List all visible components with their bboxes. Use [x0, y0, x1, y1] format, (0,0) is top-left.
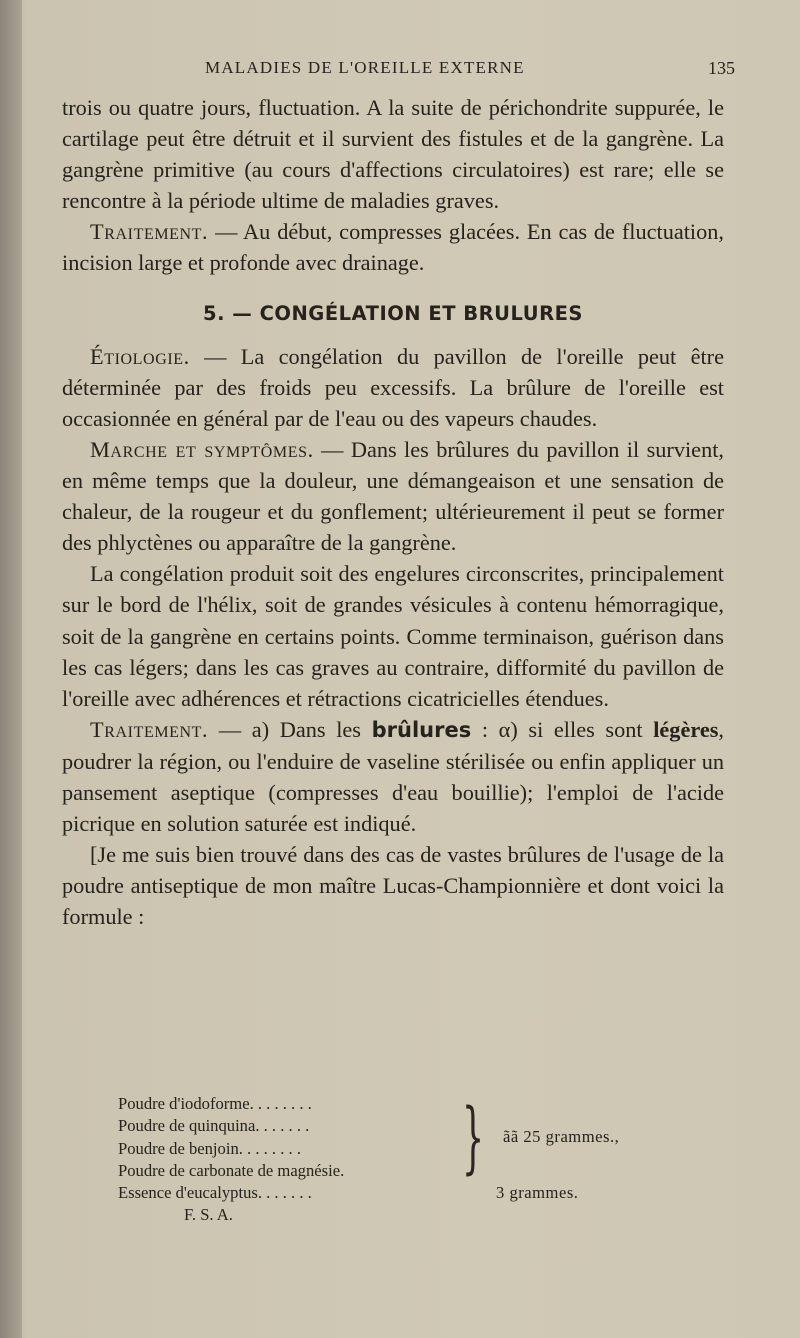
paragraph-etiologie: [62, 341, 724, 434]
paragraph-text: — La congélation du pavillon de l'oreille peut être déterminée par des froids peu excessifs. La brûlure de l'oreille est occasionnée en général par de l'eau ou des vapeurs chaudes.: [62, 343, 724, 431]
formula-signature: F. S. A.: [184, 1205, 233, 1225]
brace-icon: }: [461, 1093, 485, 1183]
formula-row: Essence d'eucalyptus. . . . . . .: [118, 1183, 312, 1203]
formula-table: [118, 1093, 678, 1227]
paragraph-text: , poudrer la région, ou l'enduire de vaseline stérilisée ou enfin appliquer un pansement aseptique (compresses d'eau bouillie); l'emploi de l'acide picrique en solution saturée est indiqué.: [62, 716, 724, 837]
paragraph-label: Étiologie.: [90, 343, 190, 369]
section-heading: 5. — CONGÉLATION ET BRULURES: [203, 301, 583, 325]
bold-term: brûlures: [371, 717, 472, 742]
paragraph-continuation: trois ou quatre jours, fluctuation. A la suite de périchondrite suppurée, le cartilage peut être détruit et il survient des fistules et de la gangrène. La gangrène primitive (au cours d'affections circulatoires) est rare; elle se rencontre à la période ultime de maladies graves.: [62, 95, 724, 214]
book-spine-shadow: [0, 0, 22, 1338]
paragraph-traitement-2: [62, 714, 724, 839]
paragraph-marche-symptomes: [62, 434, 724, 558]
paragraph-text: — Au début, compresses glacées. En cas de fluctuation, incision large et profonde avec drainage.: [62, 219, 724, 276]
formula-row: Poudre de carbonate de magnésie.: [118, 1160, 345, 1180]
paragraph-note: [Je me suis bien trouvé dans des cas de vastes brûlures de l'usage de la poudre antiseptique de mon maître Lucas-Championnière et dont voici la formule :: [62, 842, 724, 930]
paragraph-label: Traitement.: [90, 716, 209, 742]
page-number: 135: [708, 58, 735, 78]
paragraph-text: — a) Dans les: [208, 716, 372, 742]
formula-row: Poudre de benjoin. . . . . . . .: [118, 1138, 301, 1158]
paragraph-text: : α) si elles sont: [471, 716, 654, 742]
paragraph-label: Traitement.: [90, 219, 209, 245]
formula-quantity: ãã 25 grammes.,: [503, 1127, 620, 1146]
running-title: MALADIES DE L'OREILLE EXTERNE: [205, 58, 525, 77]
paragraph-traitement-1: [62, 216, 724, 278]
paragraph-label: Marche et symptômes.: [90, 436, 314, 462]
formula-row: Poudre de quinquina. . . . . . .: [118, 1116, 310, 1136]
bold-term: légères: [653, 716, 719, 742]
body-text: [62, 92, 724, 932]
formula-row: Poudre d'iodoforme. . . . . . . .: [118, 1094, 312, 1113]
paragraph-text: — Dans les brûlures du pavillon il survient, en même temps que la douleur, une démangeaison et une sensation de chaleur, de la rougeur et du gonflement; ultérieurement il peut se former des phlyctènes ou apparaître de la gangrène.: [62, 436, 724, 556]
paragraph-congelation: La congélation produit soit des engelures circonscrites, principalement sur le bord de l'hélix, soit de grandes vésicules à contenu hémorragique, soit de la gangrène en certains points. Comme terminaison, guérison dans les cas légers; dans les cas graves au contraire, difformité du pavillon de l'oreille avec adhérences et rétractions cicatricielles étendues.: [62, 561, 724, 711]
formula-quantity: 3 grammes.: [496, 1183, 579, 1202]
